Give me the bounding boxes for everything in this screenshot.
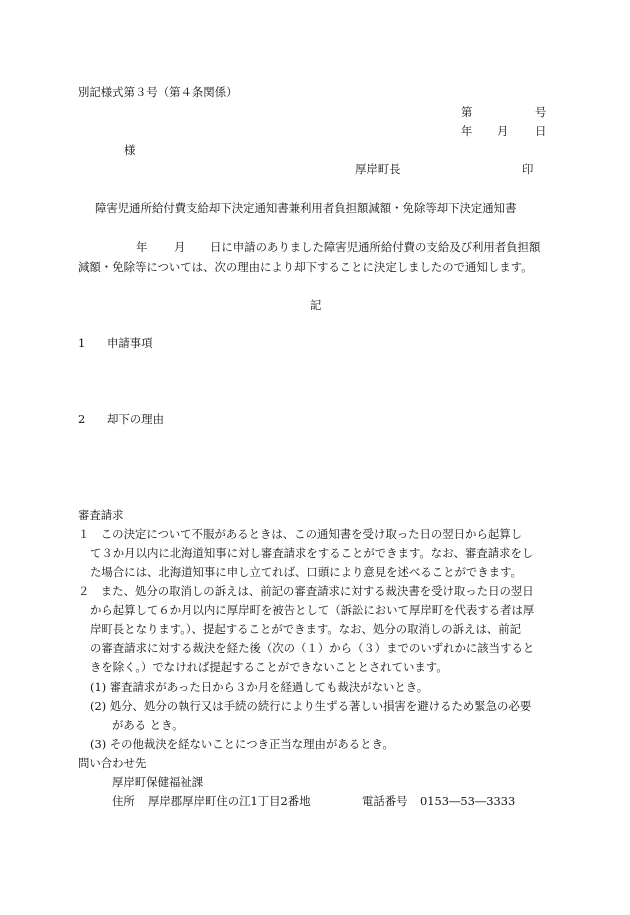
item-1-label: 申請事項 [107,336,153,350]
form-label: 別記様式第３号（第４条関係） [78,85,238,99]
item-1-number: 1 [78,336,86,350]
addressee-suffix: 様 [124,143,136,157]
contact-phone: 0153―53―3333 [420,794,516,808]
review-line: １ この決定について不服があるときは、この通知書を受け取った日の翌日から起算し [78,527,523,541]
review-subitem-2: (2) 処分、処分の執行又は手続の続行により生ずる著しい損害を避けるため緊急の必要 [90,699,532,713]
body-line2: 減額・免除等については、次の理由により却下することに決定しましたので通知します。 [78,260,533,274]
date-month: 月 [497,124,509,138]
item-2-number: 2 [78,412,86,426]
review-line: から起算して６か月以内に厚岸町を被告として（訴訟において厚岸町を代表する者は厚 [90,603,535,617]
review-line: た場合には、北海道知事に申し立てれば、口頭により意見を述べることができます。 [90,565,522,579]
review-line: きを除く。）でなければ提起することができないこととされています。 [90,660,448,674]
contact-phone-label: 電話番号 [362,794,408,808]
body-month: 月 [174,240,186,254]
item-2-label: 却下の理由 [107,412,164,426]
issuer-name: 厚岸町長 [355,162,401,176]
review-line: て３か月以内に北海道知事に対し審査請求をすることができます。なお、審査請求をし [90,546,534,560]
body-year: 年 [136,240,148,254]
review-subitem-2-cont: がある とき。 [112,718,184,732]
document-title: 障害児通所給付費支給却下決定通知書兼利用者負担額減額・免除等却下決定通知書 [95,201,517,215]
contact-address-label: 住所 [112,794,135,808]
review-subitem-3: (3) その他裁決を経ないことにつき正当な理由があるとき。 [90,737,394,751]
date-year: 年 [461,124,473,138]
contact-department: 厚岸町保健福祉課 [112,775,204,789]
contact-address: 厚岸郡厚岸町住の江1丁目2番地 [148,794,311,808]
issuer-seal: 印 [522,162,534,176]
ki-marker: 記 [310,298,322,312]
doc-number-go: 号 [535,105,547,119]
review-line: ２ また、処分の取消しの訴えは、前記の審査請求に対する裁決書を受け取った日の翌日 [78,584,534,598]
body-line1: 日に申請のありました障害児通所給付費の支給及び利用者負担額 [210,240,541,254]
review-line: の審査請求に対する裁決を経た後（次の（１）から（３）までのいずれかに該当すると [90,641,535,655]
contact-heading: 問い合わせ先 [78,756,147,770]
doc-number-dai: 第 [461,105,473,119]
review-heading: 審査請求 [78,508,124,522]
review-line: 岸町長となります。）、提起することができます。なお、処分の取消しの訴えは、前記 [90,622,522,636]
date-day: 日 [535,124,547,138]
review-subitem-1: (1) 審査請求があった日から３か月を経過しても裁決がないとき。 [90,680,429,694]
